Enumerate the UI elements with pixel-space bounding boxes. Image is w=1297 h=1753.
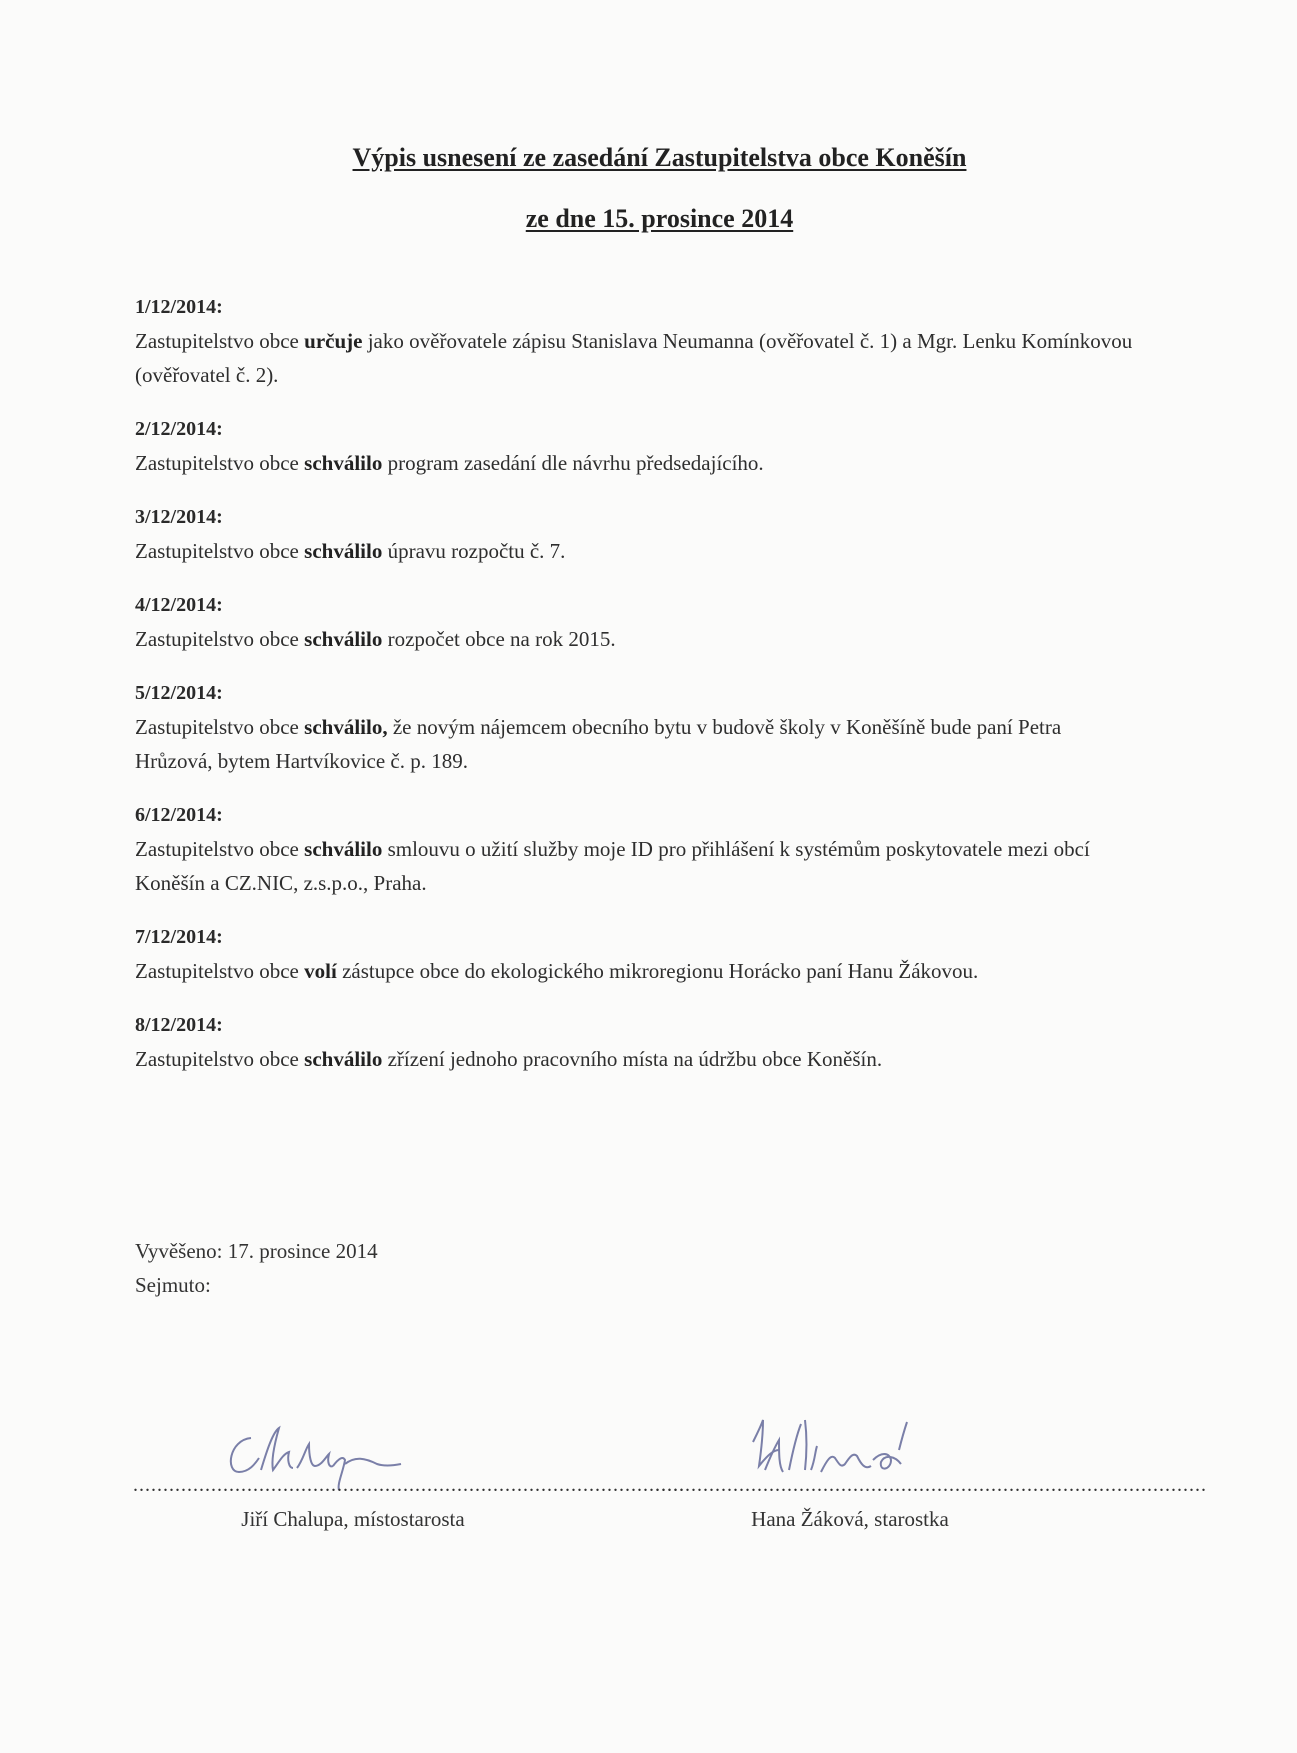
resolution-text: Zastupitelstvo obce volí zástupce obce do ekologického mikroregionu Horácko paní Hanu Žákovou. xyxy=(135,959,979,983)
resolution-text: Zastupitelstvo obce schválilo, že novým nájemcem obecního bytu v budově školy v Koněšíně bude paní Petra Hrůzová, bytem Hartvíkovice č. p. 189. xyxy=(135,715,1062,773)
resolution-keyword: schválilo, xyxy=(304,715,388,739)
signature-block-deputy-mayor xyxy=(133,1380,685,1534)
signature-image xyxy=(655,1380,1045,1480)
resolution-keyword: určuje xyxy=(304,329,363,353)
resolution-number: 3/12/2014: xyxy=(135,506,223,528)
resolution-text: Zastupitelstvo obce schválilo rozpočet obce na rok 2015. xyxy=(135,627,616,651)
resolution-number: 1/12/2014: xyxy=(135,296,223,318)
resolution-keyword: schválilo xyxy=(304,627,383,651)
posting-info xyxy=(135,1234,378,1302)
resolution-number: 7/12/2014: xyxy=(135,926,223,948)
resolution-keyword: volí xyxy=(304,959,337,983)
resolution-item xyxy=(135,802,1135,900)
resolution-keyword: schválilo xyxy=(304,451,383,475)
resolution-number: 4/12/2014: xyxy=(135,594,223,616)
resolution-keyword: schválilo xyxy=(304,1047,383,1071)
signatory-name-right: Hana Žáková, starostka xyxy=(751,1507,949,1531)
resolution-item xyxy=(135,416,1135,480)
resolution-text: Zastupitelstvo obce schválilo zřízení jednoho pracovního místa na údržbu obce Koněšín. xyxy=(135,1047,883,1071)
signature-image xyxy=(133,1380,573,1480)
resolution-number: 6/12/2014: xyxy=(135,804,223,826)
resolution-item xyxy=(135,504,1135,568)
resolution-item xyxy=(135,294,1135,392)
resolutions-list xyxy=(135,294,1135,1076)
resolution-number: 5/12/2014: xyxy=(135,682,223,704)
resolution-item xyxy=(135,924,1135,988)
document-title: Výpis usnesení ze zasedání Zastupitelstva obce Koněšín xyxy=(352,143,967,172)
signature-block-mayor xyxy=(655,1380,1207,1534)
document-date: ze dne 15. prosince 2014 xyxy=(525,204,794,233)
removed-date: Sejmuto: xyxy=(135,1273,211,1297)
posted-date: Vyvěšeno: 17. prosince 2014 xyxy=(135,1239,378,1263)
resolution-text: Zastupitelstvo obce schválilo smlouvu o užití služby moje ID pro přihlášení k systémům poskytovatele mezi obcí Koněšín a CZ.NIC, z.s.p.o., Praha. xyxy=(135,837,1090,895)
resolution-item xyxy=(135,592,1135,656)
resolution-item xyxy=(135,1012,1135,1076)
signature-line: ............................................................................................ xyxy=(655,1474,1207,1496)
signature-line: ............................................................................................ xyxy=(133,1474,685,1496)
resolution-item xyxy=(135,680,1135,778)
resolution-keyword: schválilo xyxy=(304,837,383,861)
resolution-text: Zastupitelstvo obce schválilo program zasedání dle návrhu předsedajícího. xyxy=(135,451,764,475)
resolution-text: Zastupitelstvo obce schválilo úpravu rozpočtu č. 7. xyxy=(135,539,566,563)
signatory-name-left: Jiří Chalupa, místostarosta xyxy=(241,1507,465,1531)
resolution-text: Zastupitelstvo obce určuje jako ověřovatele zápisu Stanislava Neumanna (ověřovatel č. 1) a Mgr. Lenku Komínkovou (ověřovatel č. 2). xyxy=(135,329,1133,387)
resolution-number: 8/12/2014: xyxy=(135,1014,223,1036)
resolution-number: 2/12/2014: xyxy=(135,418,223,440)
resolution-keyword: schválilo xyxy=(304,539,383,563)
